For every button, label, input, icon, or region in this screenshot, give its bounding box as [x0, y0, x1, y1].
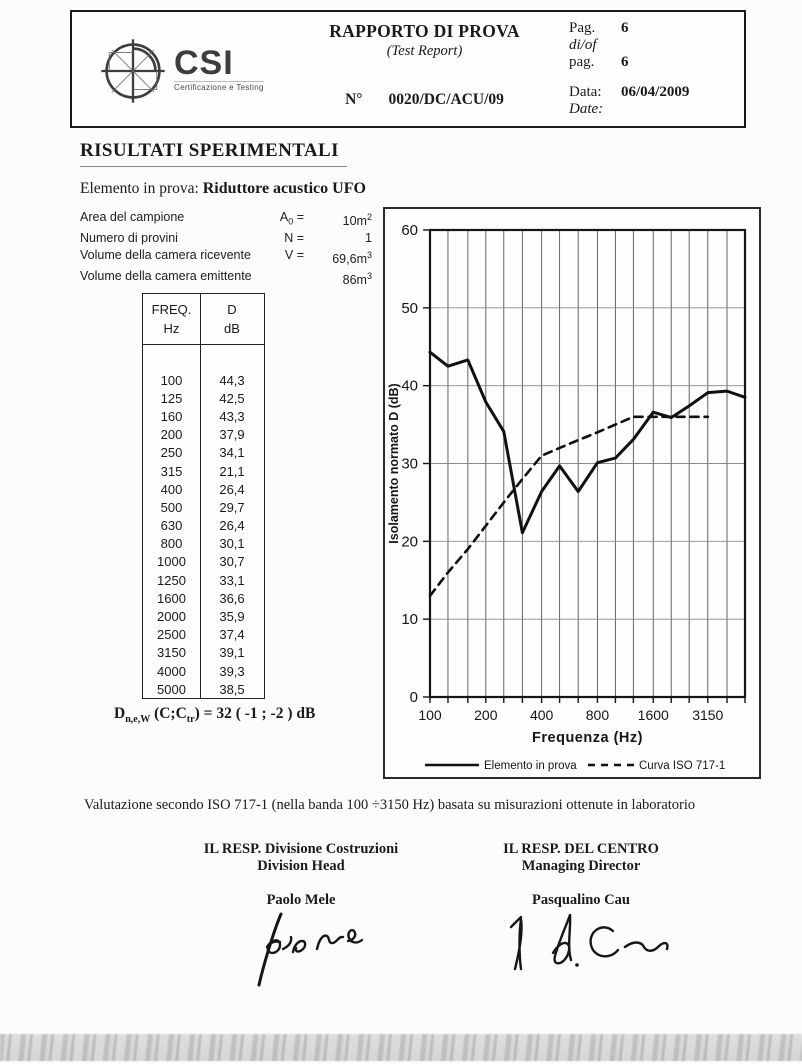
signature-block-left	[166, 841, 436, 994]
element-under-test	[80, 180, 366, 198]
sig-right-signature	[446, 911, 716, 988]
formula-sub2: tr	[186, 714, 195, 726]
pag2-value: 6	[621, 54, 629, 70]
formula-sub1: n,e,W	[125, 714, 151, 726]
brand-block	[174, 44, 264, 92]
svg-text:50: 50	[401, 299, 418, 317]
svg-text:30: 30	[401, 455, 418, 473]
table-row: 250 34,1	[160, 445, 245, 461]
table-row: 3150 39,1	[157, 645, 245, 661]
table-header	[143, 294, 264, 345]
table-row: 500 29,7	[160, 499, 245, 515]
table-row: 1250 33,1	[157, 572, 245, 588]
report-header	[70, 10, 746, 128]
pag2-label: pag.	[569, 54, 595, 70]
table-row: 400 26,4	[160, 481, 245, 497]
data-value: 06/04/2009	[621, 84, 690, 100]
svg-text:200: 200	[474, 707, 498, 723]
param-row: Area del campione $A_0$ = $10m^2$	[80, 210, 372, 229]
svg-text:Curva ISO 717-1: Curva ISO 717-1	[639, 760, 726, 772]
svg-text:100: 100	[418, 707, 442, 723]
formula-base: D	[114, 705, 126, 722]
param-row: Numero di provini N = 1	[80, 231, 372, 246]
svg-text:3150: 3150	[692, 707, 724, 723]
table-row: 5000 38,5	[157, 681, 245, 697]
table-row: 200 37,9	[160, 427, 245, 443]
freq-header-cell	[143, 300, 200, 338]
brand-tagline: Certificazione e Testing	[174, 83, 264, 92]
svg-text:10: 10	[401, 611, 418, 629]
freq-unit: Hz	[163, 321, 180, 336]
data-label: Data:	[569, 84, 602, 100]
table-row: 1600 36,6	[157, 590, 245, 606]
report-subtitle: (Test Report)	[386, 43, 463, 59]
sample-parameters	[80, 209, 372, 289]
series-iso717	[430, 417, 708, 596]
y-tick-labels	[401, 222, 418, 706]
x-axis-title: Frequenza (Hz)	[532, 730, 643, 746]
param-row: Volume della camera ricevente V = $69,6m^3$	[80, 248, 372, 267]
insulation-chart	[383, 207, 761, 779]
table-row: 160 43,3	[160, 408, 245, 424]
table-row: 1000 30,7	[157, 554, 245, 570]
d-unit: dB	[224, 321, 240, 336]
pag-value: 6	[621, 20, 629, 36]
sig-left-name: Paolo Mele	[266, 892, 336, 908]
svg-text:800: 800	[585, 707, 610, 723]
chart-legend	[425, 760, 725, 772]
pag-label: Pag.	[569, 20, 596, 36]
report-number: 0020/DC/ACU/09	[388, 91, 504, 108]
brand-name: CSI	[174, 44, 234, 82]
param-row: Volume della camera emittente $86m^3$	[80, 269, 372, 288]
sig-left-signature	[166, 911, 436, 994]
formula-rest: ) = 32 ( -1 ; -2 ) dB	[194, 705, 316, 722]
header-center	[280, 12, 569, 126]
report-title: RAPPORTO DI PROVA	[329, 21, 520, 41]
section-title: RISULTATI SPERIMENTALI	[80, 140, 347, 167]
sig-right-role-en: Managing Director	[521, 858, 641, 874]
table-row: 800 30,1	[160, 536, 245, 552]
rating-formula	[114, 705, 315, 725]
report-number-label: N°	[345, 91, 363, 108]
element-value: Riduttore acustico UFO	[202, 180, 366, 197]
freq-header: FREQ.	[151, 302, 192, 317]
freq-table-body	[143, 345, 264, 698]
svg-text:Elemento in prova: Elemento in prova	[484, 760, 577, 772]
header-page-info	[569, 12, 744, 126]
series-elemento	[430, 352, 745, 533]
scan-artifact-strip	[0, 1034, 802, 1061]
svg-text:1600: 1600	[637, 707, 669, 723]
sig-right-name: Pasqualino Cau	[532, 892, 630, 908]
table-row: 630 26,4	[160, 518, 245, 534]
table-row: 4000 39,3	[157, 663, 245, 679]
table-row: 315 21,1	[160, 463, 245, 479]
y-axis-title: Isolamento normato D (dB)	[387, 383, 401, 544]
d-header-cell	[200, 300, 264, 338]
sig-left-role: IL RESP. Divisione Costruzioni	[203, 841, 399, 857]
svg-text:60: 60	[401, 222, 418, 239]
svg-text:0: 0	[409, 689, 418, 706]
d-header: D	[227, 302, 237, 317]
frequency-table	[142, 293, 265, 699]
element-label: Elemento in prova:	[80, 180, 199, 197]
sig-right-role: IL RESP. DEL CENTRO	[503, 841, 659, 857]
diof-label: di/of	[569, 37, 597, 53]
csi-logo-icon	[100, 38, 166, 104]
chart-svg	[385, 209, 759, 777]
svg-text:400: 400	[529, 707, 554, 723]
date-label: Date:	[569, 101, 604, 117]
svg-text:40: 40	[401, 377, 418, 395]
x-tick-labels	[418, 707, 723, 723]
svg-text:20: 20	[401, 533, 418, 551]
axis-ticks	[423, 230, 745, 703]
table-row: 2000 35,9	[157, 609, 245, 625]
table-row: 125 42,5	[160, 390, 245, 406]
formula-mid: (C;C	[150, 705, 187, 722]
signature-block-right	[446, 841, 716, 988]
valuation-note: Valutazione secondo ISO 717-1 (nella banda 100 ÷3150 Hz) basata su misurazioni ottenute in laboratorio	[84, 797, 696, 813]
sig-left-role-en: Division Head	[257, 858, 345, 874]
logo-area	[72, 12, 280, 126]
table-column-divider	[200, 294, 201, 698]
table-row: 100 44,3	[160, 372, 245, 388]
report-number-line	[280, 91, 569, 109]
chart-gridlines	[430, 230, 745, 697]
table-row: 2500 37,4	[157, 627, 245, 643]
